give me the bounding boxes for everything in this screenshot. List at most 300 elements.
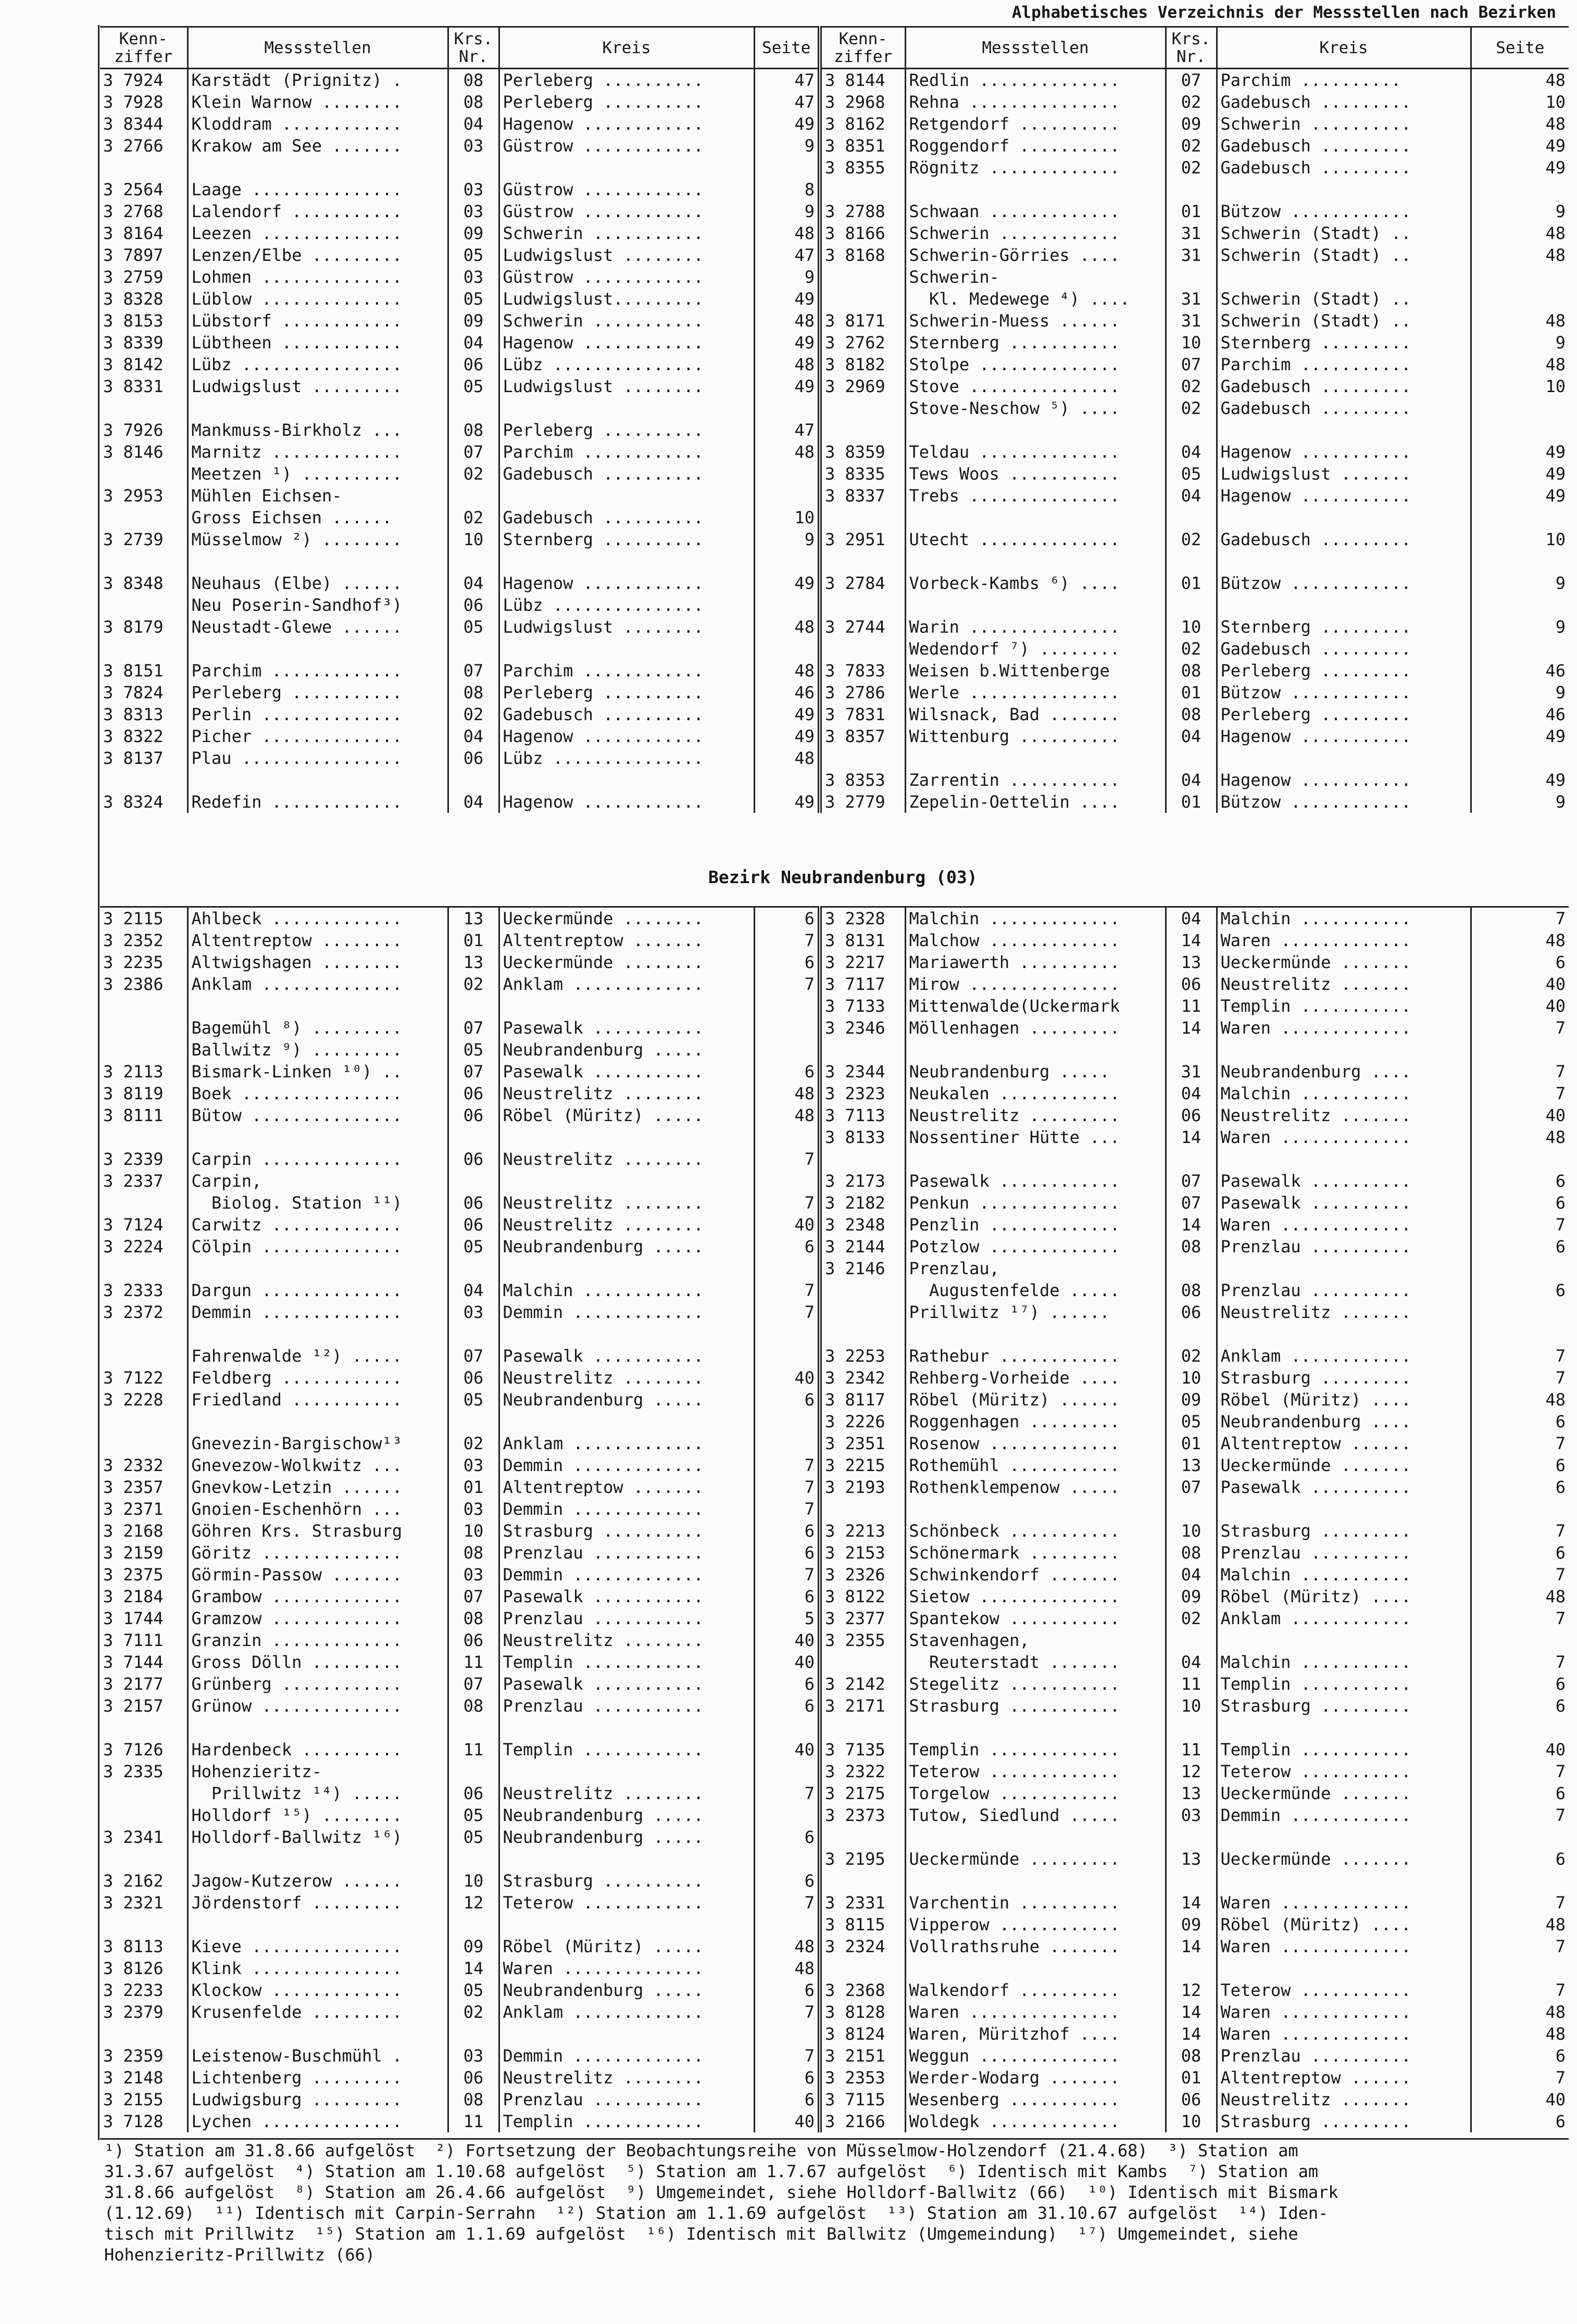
- messstelle-cell: Krakow am See .......: [187, 135, 448, 157]
- seite-cell: 48: [754, 310, 820, 332]
- kreis-cell: Gadebusch .........: [1217, 157, 1471, 179]
- kreis-cell: Perleberg ..........: [499, 91, 754, 113]
- krs-nr-cell: 09: [448, 222, 499, 244]
- kreis-cell: Malchin ...........: [1217, 1651, 1471, 1673]
- messstelle-cell: Stolpe ..............: [905, 354, 1166, 375]
- seite-cell: 6: [754, 2067, 820, 2089]
- kreis-cell: [1217, 1870, 1471, 1892]
- kennziffer-cell: [100, 1258, 187, 1279]
- table-row: [100, 1651, 1569, 1673]
- kennziffer-cell: 3 2969: [820, 375, 905, 397]
- seite-cell: 46: [1545, 705, 1566, 724]
- krs-nr-cell: 08: [1166, 2045, 1217, 2067]
- messstelle-cell: Trebs ...............: [905, 485, 1166, 507]
- kennziffer-cell: 3 2784: [820, 572, 905, 594]
- kennziffer-cell: 3 7113: [820, 1104, 905, 1126]
- kreis-cell: Neubrandenburg .....: [499, 1804, 754, 1826]
- seite-cell: 7: [754, 973, 820, 995]
- kennziffer-cell: 3 8359: [820, 441, 905, 463]
- kennziffer-cell: [820, 419, 905, 441]
- messstelle-cell: Malchow .............: [905, 929, 1166, 951]
- krs-nr-cell: 02: [448, 1433, 499, 1454]
- table-row: [100, 1279, 1569, 1301]
- messstelle-cell: Stegelitz ...........: [905, 1673, 1166, 1695]
- krs-nr-cell: 01: [1166, 200, 1217, 222]
- krs-nr-cell: 08: [448, 419, 499, 441]
- messstelle-cell: Schwerin-Muess ......: [905, 310, 1166, 332]
- messstelle-cell: Jagow-Kutzerow ......: [187, 1870, 448, 1892]
- krs-nr-cell: [1166, 1717, 1217, 1739]
- krs-nr-cell: 12: [1166, 1761, 1217, 1782]
- table-row: [100, 572, 1569, 594]
- kennziffer-cell: 3 8179: [100, 616, 187, 638]
- kennziffer-cell: [100, 157, 187, 179]
- seite-cell: 8: [754, 179, 820, 200]
- messstelle-cell: Lübtheen ............: [187, 332, 448, 354]
- messstelle-cell: [187, 397, 448, 419]
- seite-cell: [1471, 288, 1569, 310]
- kennziffer-cell: [100, 995, 187, 1017]
- messstelle-cell: Retgendorf ..........: [905, 113, 1166, 135]
- krs-nr-cell: [1166, 266, 1217, 288]
- messstelle-cell: [905, 179, 1166, 200]
- seite-cell: 7: [1555, 1609, 1566, 1628]
- kreis-cell: Neubrandenburg .....: [499, 1389, 754, 1411]
- messstelle-cell: Grünow ..............: [187, 1695, 448, 1717]
- kreis-cell: Malchin ...........: [1217, 1564, 1471, 1586]
- table-schwerin-part: [100, 26, 1569, 813]
- kreis-cell: [1217, 1717, 1471, 1739]
- kennziffer-cell: 3 2342: [820, 1367, 905, 1389]
- krs-nr-cell: 07: [448, 1673, 499, 1695]
- kennziffer-cell: 3 2159: [100, 1542, 187, 1564]
- krs-nr-cell: 02: [1166, 375, 1217, 397]
- kennziffer-cell: 3 8335: [820, 463, 905, 485]
- messstelle-cell: Penkun ..............: [905, 1192, 1166, 1214]
- kennziffer-cell: 3 2224: [100, 1236, 187, 1258]
- table-row: [100, 1542, 1569, 1564]
- kennziffer-cell: 3 8171: [820, 310, 905, 332]
- kreis-cell: Prenzlau ..........: [1217, 1279, 1471, 1301]
- kreis-cell: Prenzlau ...........: [499, 1695, 754, 1717]
- seite-cell: 7: [754, 2045, 820, 2067]
- krs-nr-cell: 08: [448, 682, 499, 704]
- kreis-cell: Bützow ............: [1217, 572, 1471, 594]
- messstelle-cell: Granzin .............: [187, 1629, 448, 1651]
- table-row: [100, 1826, 1569, 1848]
- messstelle-cell: Biolog. Station ¹¹): [187, 1192, 448, 1214]
- col-header-messstellen: Messstellen: [187, 27, 448, 69]
- seite-cell: 7: [1555, 1762, 1566, 1781]
- kennziffer-cell: 3 2359: [100, 2045, 187, 2067]
- table-row: [100, 1061, 1569, 1083]
- kennziffer-cell: 3 2335: [100, 1761, 187, 1782]
- messstelle-cell: [905, 594, 1166, 616]
- seite-cell: 6: [1555, 1674, 1566, 1694]
- kreis-cell: Waren .............: [1217, 1936, 1471, 1957]
- kreis-cell: Demmin .............: [499, 1498, 754, 1520]
- krs-nr-cell: 06: [448, 1367, 499, 1389]
- messstelle-cell: Mankmuss-Birkholz ...: [187, 419, 448, 441]
- kennziffer-cell: 3 2331: [820, 1892, 905, 1914]
- kreis-cell: Neubrandenburg .....: [499, 1826, 754, 1848]
- kennziffer-cell: 3 8344: [100, 113, 187, 135]
- messstelle-cell: Zepelin-Oettelin ....: [905, 791, 1166, 813]
- krs-nr-cell: 06: [448, 1148, 499, 1170]
- table-row: [100, 1936, 1569, 1957]
- krs-nr-cell: 07: [448, 1586, 499, 1607]
- krs-nr-cell: 02: [1166, 638, 1217, 660]
- kreis-cell: Waren .............: [1217, 2001, 1471, 2023]
- seite-cell: 10: [1545, 376, 1566, 396]
- krs-nr-cell: 07: [448, 660, 499, 682]
- krs-nr-cell: 09: [448, 310, 499, 332]
- seite-cell: 7: [1555, 1346, 1566, 1366]
- seite-cell: 7: [1555, 1062, 1566, 1082]
- krs-nr-cell: 04: [1166, 1564, 1217, 1586]
- kreis-cell: Ludwigslust ........: [499, 244, 754, 266]
- kreis-cell: Ueckermünde ........: [499, 907, 754, 930]
- messstelle-cell: Karstädt (Prignitz) .: [187, 69, 448, 92]
- kennziffer-cell: [100, 397, 187, 419]
- kreis-cell: Bützow ............: [1217, 791, 1471, 813]
- seite-cell: 6: [1555, 1455, 1566, 1475]
- kreis-cell: Perleberg ..........: [499, 682, 754, 704]
- seite-cell: 6: [754, 1673, 820, 1695]
- table-row: [100, 616, 1569, 638]
- table-row: [100, 1739, 1569, 1761]
- kennziffer-cell: [100, 507, 187, 529]
- messstelle-cell: Röbel (Müritz) ......: [905, 1389, 1166, 1411]
- messstelle-cell: Klink ...............: [187, 1957, 448, 1979]
- seite-cell: 48: [754, 616, 820, 638]
- kennziffer-cell: 3 2564: [100, 179, 187, 200]
- kennziffer-cell: 3 2759: [100, 266, 187, 288]
- krs-nr-cell: 13: [1166, 1848, 1217, 1870]
- kreis-cell: Gadebusch .........: [1217, 529, 1471, 550]
- kennziffer-cell: 3 2142: [820, 1673, 905, 1695]
- messstelle-cell: Prenzlau,: [905, 1258, 1166, 1279]
- kennziffer-cell: 3 2146: [820, 1258, 905, 1279]
- seite-cell: 6: [1555, 1543, 1566, 1563]
- krs-nr-cell: 04: [1166, 441, 1217, 463]
- kreis-cell: Schwerin ..........: [1217, 113, 1471, 135]
- krs-nr-cell: [1166, 1323, 1217, 1345]
- seite-cell: [1471, 1826, 1569, 1848]
- table-row: [100, 354, 1569, 375]
- seite-cell: 49: [754, 791, 820, 813]
- kreis-cell: Sternberg .........: [1217, 616, 1471, 638]
- table-row: [100, 222, 1569, 244]
- kreis-cell: [499, 638, 754, 660]
- kennziffer-cell: [820, 397, 905, 419]
- krs-nr-cell: 11: [448, 1651, 499, 1673]
- messstelle-cell: Schwerin-: [905, 266, 1166, 288]
- seite-cell: 5: [754, 1607, 820, 1629]
- table-row: [100, 1979, 1569, 2001]
- krs-nr-cell: 03: [448, 266, 499, 288]
- krs-nr-cell: 14: [1166, 1017, 1217, 1039]
- kreis-cell: [1217, 1629, 1471, 1651]
- krs-nr-cell: 03: [1166, 1804, 1217, 1826]
- messstelle-cell: Holldorf-Ballwitz ¹⁶): [187, 1826, 448, 1848]
- kennziffer-cell: [820, 1957, 905, 1979]
- kennziffer-cell: 3 2323: [820, 1083, 905, 1104]
- table-row: [100, 725, 1569, 747]
- krs-nr-cell: [1166, 419, 1217, 441]
- kreis-cell: Waren ..............: [499, 1957, 754, 1979]
- seite-cell: 7: [754, 1892, 820, 1914]
- messstelle-cell: Torgelow ............: [905, 1782, 1166, 1804]
- krs-nr-cell: [448, 157, 499, 179]
- kennziffer-cell: 3 2168: [100, 1520, 187, 1542]
- messstelle-cell: Ludwigsburg .........: [187, 2089, 448, 2111]
- table-row: [100, 1673, 1569, 1695]
- seite-cell: 47: [754, 419, 820, 441]
- kennziffer-cell: [100, 1126, 187, 1148]
- krs-nr-cell: 03: [448, 1564, 499, 1586]
- messstelle-cell: Zarrentin ...........: [905, 769, 1166, 791]
- kennziffer-cell: [820, 1826, 905, 1848]
- messstelle-cell: Ueckermünde .........: [905, 1848, 1166, 1870]
- messstelle-cell: [187, 1411, 448, 1433]
- seite-cell: [1471, 594, 1569, 616]
- seite-cell: [1471, 1301, 1569, 1323]
- krs-nr-cell: 04: [1166, 907, 1217, 930]
- seite-cell: 49: [1545, 770, 1566, 790]
- kennziffer-cell: 3 2341: [100, 1826, 187, 1848]
- kreis-cell: Ueckermünde ........: [499, 951, 754, 973]
- krs-nr-cell: [448, 1848, 499, 1870]
- krs-nr-cell: 10: [448, 1870, 499, 1892]
- messstelle-cell: Göritz ..............: [187, 1542, 448, 1564]
- messstelle-cell: Weisen b.Wittenberge: [905, 660, 1166, 682]
- krs-nr-cell: 02: [1166, 157, 1217, 179]
- column-header-row: [100, 27, 1569, 69]
- kreis-cell: Strasburg ..........: [499, 1870, 754, 1892]
- krs-nr-cell: 02: [1166, 1345, 1217, 1367]
- kreis-cell: Perleberg .........: [1217, 704, 1471, 725]
- seite-cell: 6: [754, 951, 820, 973]
- krs-nr-cell: 06: [448, 1214, 499, 1236]
- kreis-cell: Templin ............: [499, 1739, 754, 1761]
- col-header-krs-nr-right: Krs. Nr.: [1166, 27, 1217, 69]
- kreis-cell: Demmin ............: [1217, 1804, 1471, 1826]
- table-row: [100, 1214, 1569, 1236]
- seite-cell: [754, 1170, 820, 1192]
- kennziffer-cell: 3 2228: [100, 1389, 187, 1411]
- table-row: [100, 135, 1569, 157]
- kennziffer-cell: 3 8351: [820, 135, 905, 157]
- kreis-cell: Röbel (Müritz) .....: [499, 1936, 754, 1957]
- messstelle-cell: Pasewalk ............: [905, 1170, 1166, 1192]
- kreis-cell: Anklam .............: [499, 2001, 754, 2023]
- kreis-cell: Röbel (Müritz) ....: [1217, 1586, 1471, 1607]
- kreis-cell: [499, 1761, 754, 1782]
- col-header-kreis-right: Kreis: [1217, 27, 1471, 69]
- messstelle-cell: Lenzen/Elbe .........: [187, 244, 448, 266]
- krs-nr-cell: 01: [1166, 1433, 1217, 1454]
- kreis-cell: Neubrandenburg ....: [1217, 1061, 1471, 1083]
- messstelle-cell: Vollrathsruhe .......: [905, 1936, 1166, 1957]
- kennziffer-cell: 3 2322: [820, 1761, 905, 1782]
- seite-cell: 6: [1555, 1696, 1566, 1716]
- kreis-cell: Neustrelitz ........: [499, 1083, 754, 1104]
- kennziffer-cell: [820, 266, 905, 288]
- table-row: [100, 929, 1569, 951]
- seite-cell: 7: [754, 1279, 820, 1301]
- kennziffer-cell: 3 7115: [820, 2089, 905, 2111]
- kennziffer-cell: 3 2144: [820, 1236, 905, 1258]
- kennziffer-cell: 3 2953: [100, 485, 187, 507]
- messstelle-cell: [187, 1323, 448, 1345]
- kennziffer-cell: 3 7122: [100, 1367, 187, 1389]
- seite-cell: 6: [754, 2089, 820, 2111]
- col-header-seite: Seite: [754, 27, 820, 69]
- kreis-cell: Röbel (Müritz) .....: [499, 1104, 754, 1126]
- kreis-cell: Ludwigslust ........: [499, 616, 754, 638]
- krs-nr-cell: 05: [448, 1389, 499, 1411]
- kreis-cell: [1217, 179, 1471, 200]
- kreis-cell: Gadebusch ..........: [499, 704, 754, 725]
- seite-cell: 7: [1555, 1084, 1566, 1103]
- kennziffer-cell: 3 8313: [100, 704, 187, 725]
- table-row: [100, 266, 1569, 288]
- krs-nr-cell: 14: [1166, 1214, 1217, 1236]
- messstelle-cell: Neustadt-Glewe ......: [187, 616, 448, 638]
- kennziffer-cell: 3 2324: [820, 1936, 905, 1957]
- table-row: [100, 69, 1569, 92]
- kennziffer-cell: 3 1744: [100, 1607, 187, 1629]
- messstelle-cell: Lychen ..............: [187, 2111, 448, 2132]
- kennziffer-cell: 3 2195: [820, 1848, 905, 1870]
- seite-cell: 48: [1545, 2024, 1566, 2044]
- kreis-cell: Altentreptow ......: [1217, 2067, 1471, 2089]
- kreis-cell: Bützow ............: [1217, 200, 1471, 222]
- kennziffer-cell: 3 8348: [100, 572, 187, 594]
- table-row: [100, 1848, 1569, 1870]
- kreis-cell: Gadebusch .........: [1217, 375, 1471, 397]
- kennziffer-cell: 3 2155: [100, 2089, 187, 2111]
- kennziffer-cell: [820, 1870, 905, 1892]
- seite-cell: 7: [1555, 1937, 1566, 1956]
- kreis-cell: Hagenow ...........: [1217, 769, 1471, 791]
- messstelle-cell: [905, 419, 1166, 441]
- seite-cell: 6: [1555, 1193, 1566, 1213]
- seite-cell: 48: [754, 1104, 820, 1126]
- kreis-cell: Gadebusch ..........: [499, 507, 754, 529]
- seite-cell: 7: [1555, 1215, 1566, 1235]
- messstelle-cell: [187, 1914, 448, 1936]
- table-row: [100, 1520, 1569, 1542]
- kennziffer-cell: 3 2766: [100, 135, 187, 157]
- kennziffer-cell: 3 2346: [820, 1017, 905, 1039]
- kennziffer-cell: [100, 1411, 187, 1433]
- kreis-cell: [1217, 507, 1471, 529]
- messstelle-cell: Woldegk .............: [905, 2111, 1166, 2132]
- kreis-cell: Hagenow ...........: [1217, 441, 1471, 463]
- messstelle-cell: Leezen ..............: [187, 222, 448, 244]
- krs-nr-cell: 10: [1166, 616, 1217, 638]
- seite-cell: 6: [754, 1870, 820, 1892]
- kennziffer-cell: 3 8126: [100, 1957, 187, 1979]
- messstelle-cell: Templin .............: [905, 1739, 1166, 1761]
- seite-cell: 48: [1545, 245, 1566, 265]
- krs-nr-cell: 05: [448, 1979, 499, 2001]
- krs-nr-cell: [448, 1126, 499, 1148]
- footnotes: ¹) Station am 31.8.66 aufgelöst ²) Fortsetzung der Beobachtungsreihe von Müsselmow-Holzendorf (21.4.68) ³) Station am 31.3.67 aufgelöst ⁴) Station am 1.10.68 aufgelöst ⁵) Station am 1.7.67 aufgelöst ⁶) Identisch mit Kambs ⁷) Station am 31.8.66 aufgelöst ⁸) Station am 26.4.66 aufgelöst ⁹) Umgemeindet, siehe Holldorf-Ballwitz (66) ¹⁰) Identisch mit Bismark (1.12.69) ¹¹) Identisch mit Carpin-Serrahn ¹²) Station am 1.1.69 aufgelöst ¹³) Station am 31.10.67 aufgelöst ¹⁴) Iden- tisch mit Prillwitz ¹⁵) Station am 1.1.69 aufgelöst ¹⁶) Identisch mit Ballwitz (Umgemeindung) ¹⁷) Umgemeindet, siehe Hohenzieritz-Prillwitz (66): [104, 2141, 1338, 2265]
- kreis-cell: Güstrow ............: [499, 266, 754, 288]
- krs-nr-cell: [448, 1323, 499, 1345]
- seite-cell: 9: [1555, 683, 1566, 702]
- seite-cell: [1471, 266, 1569, 288]
- kreis-cell: Neustrelitz ........: [499, 1214, 754, 1236]
- seite-cell: 9: [1555, 617, 1566, 637]
- messstelle-cell: Werder-Wodarg .......: [905, 2067, 1166, 2089]
- col-header-kennziffer: Kenn- ziffer: [100, 27, 187, 69]
- kennziffer-cell: 3 8111: [100, 1104, 187, 1126]
- messstelle-cell: Perleberg ...........: [187, 682, 448, 704]
- krs-nr-cell: 05: [1166, 463, 1217, 485]
- kreis-cell: Malchin ...........: [1217, 1083, 1471, 1104]
- table-row: [100, 550, 1569, 572]
- seite-cell: [754, 1804, 820, 1826]
- table-row: [100, 1126, 1569, 1148]
- krs-nr-cell: 08: [1166, 1542, 1217, 1564]
- kreis-cell: Demmin .............: [499, 1301, 754, 1323]
- table-body: [100, 907, 1569, 2133]
- messstelle-cell: Gramzow .............: [187, 1607, 448, 1629]
- kreis-cell: Neustrelitz ........: [499, 1367, 754, 1389]
- krs-nr-cell: 02: [448, 704, 499, 725]
- krs-nr-cell: 05: [1166, 1411, 1217, 1433]
- seite-cell: 6: [1555, 1783, 1566, 1803]
- messstelle-cell: Plau ................: [187, 747, 448, 769]
- kennziffer-cell: 3 2768: [100, 200, 187, 222]
- seite-cell: [754, 463, 820, 485]
- seite-cell: 10: [1545, 92, 1566, 112]
- krs-nr-cell: [448, 1914, 499, 1936]
- kennziffer-cell: 3 2184: [100, 1586, 187, 1607]
- kreis-cell: Parchim ..........: [1217, 69, 1471, 92]
- kreis-cell: Parchim ...........: [1217, 354, 1471, 375]
- messstelle-cell: Görmin-Passow .......: [187, 1564, 448, 1586]
- seite-cell: 9: [754, 529, 820, 550]
- kreis-cell: [1217, 1957, 1471, 1979]
- kreis-cell: [1217, 550, 1471, 572]
- seite-cell: 48: [754, 441, 820, 463]
- messstelle-cell: Rehberg-Vorheide ....: [905, 1367, 1166, 1389]
- seite-cell: 7: [754, 1564, 820, 1586]
- kennziffer-cell: [820, 1323, 905, 1345]
- messstelle-cell: Rögnitz .............: [905, 157, 1166, 179]
- kennziffer-cell: 3 2786: [820, 682, 905, 704]
- krs-nr-cell: 06: [448, 1629, 499, 1651]
- table-row: [100, 704, 1569, 725]
- kreis-cell: [1217, 747, 1471, 769]
- messstelle-cell: Bismark-Linken ¹⁰) ..: [187, 1061, 448, 1083]
- table-row: [100, 1170, 1569, 1192]
- table-row: [100, 1914, 1569, 1936]
- kennziffer-cell: 3 2215: [820, 1454, 905, 1476]
- kreis-cell: Gadebusch .........: [1217, 638, 1471, 660]
- seite-cell: [754, 550, 820, 572]
- krs-nr-cell: 10: [1166, 332, 1217, 354]
- kreis-cell: Demmin .............: [499, 1564, 754, 1586]
- kreis-cell: Prenzlau ..........: [1217, 1236, 1471, 1258]
- kennziffer-cell: 3 2788: [820, 200, 905, 222]
- kennziffer-cell: [100, 550, 187, 572]
